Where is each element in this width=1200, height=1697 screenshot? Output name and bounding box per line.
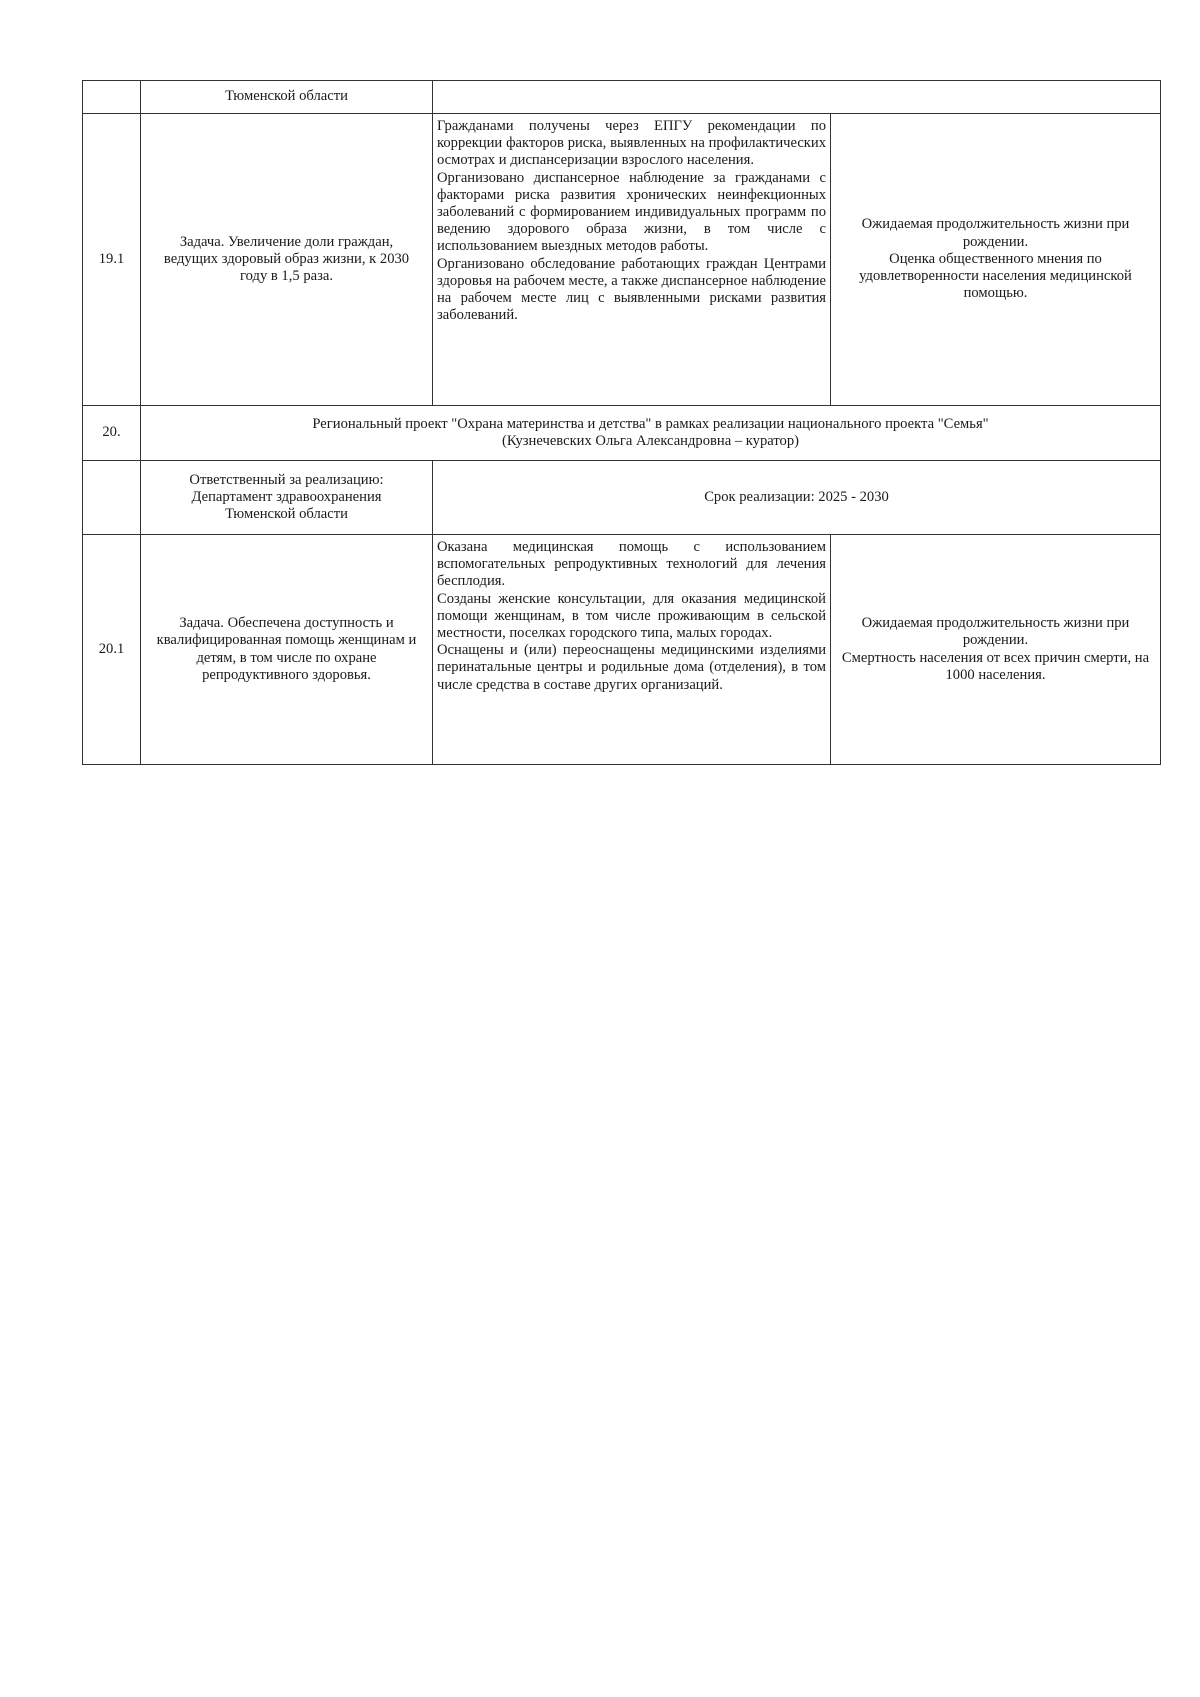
results-cell [433, 535, 831, 765]
result-paragraph: Организовано диспансерное наблюдение за гражданами с факторами риска развития хронических неинфекционных заболеваний с формированием индивидуальных программ по ведению здорового образа жизни, в том числе с использованием выездных методов работы. [437, 169, 826, 255]
result-paragraph: Гражданами получены через ЕПГУ рекомендации по коррекции факторов риска, выявленных на профилактических осмотрах и диспансеризации взрослого населения. [437, 118, 826, 169]
row-number-cell: 19.1 [83, 114, 141, 406]
task-cell: Задача. Обеспечена доступность и квалифицированная помощь женщинам и детям, в том числе по охране репродуктивного здоровья. [141, 535, 433, 765]
responsible-continuation-cell: Тюменской области [141, 81, 433, 114]
result-paragraph: Оказана медицинская помощь с использованием вспомогательных репродуктивных технологий для лечения бесплодия. [437, 539, 826, 590]
term-cell: Срок реализации: 2025 - 2030 [433, 461, 1161, 535]
indicator-text: Ожидаемая продолжительность жизни при рождении. [861, 216, 1130, 250]
indicators-cell [831, 535, 1161, 765]
row-number-cell [83, 81, 141, 114]
row-number-cell: 20.1 [83, 535, 141, 765]
result-paragraph: Созданы женские консультации, для оказания медицинской помощи женщинам, в том числе проживающим в сельской местности, поселках городского типа, малых городах. [437, 590, 826, 642]
plan-table [82, 80, 1161, 765]
result-paragraph: Оснащены и (или) переоснащены медицинскими изделиями перинатальные центры и родильные дома (отделения), в том числе средства в составе других организаций. [437, 642, 826, 693]
table-row-20 [83, 406, 1161, 461]
result-paragraph: Организовано обследование работающих граждан Центрами здоровья на рабочем месте, а также диспансерное наблюдение на рабочем месте лиц с выявленными рисками развития заболеваний. [437, 255, 826, 324]
indicator-text: Оценка общественного мнения по удовлетворенности населения медицинской помощью. [859, 250, 1132, 302]
empty-detail-cell [433, 81, 1161, 114]
project-title-cell [141, 406, 1161, 461]
project-curator: (Кузнечевских Ольга Александровна – куратор) [502, 433, 799, 449]
table-row-19-1 [83, 114, 1161, 406]
responsible-cell: Ответственный за реализацию: Департамент здравоохранения Тюменской области [141, 461, 433, 535]
row-number-cell: 20. [83, 406, 141, 461]
results-cell [433, 114, 831, 406]
indicator-text: Смертность населения от всех причин смерти, на 1000 населения. [841, 649, 1150, 683]
table-row-responsible [83, 461, 1161, 535]
indicator-text: Ожидаемая продолжительность жизни при рождении. [861, 615, 1130, 649]
indicators-cell [831, 114, 1161, 406]
task-cell: Задача. Увеличение доли граждан, ведущих здоровый образ жизни, к 2030 году в 1,5 раза. [141, 114, 433, 406]
table-row-continuation [83, 81, 1161, 114]
table-row-20-1 [83, 535, 1161, 765]
project-title: Региональный проект "Охрана материнства и детства" в рамках реализации национального проекта "Семья" [312, 415, 989, 432]
row-number-cell [83, 461, 141, 535]
